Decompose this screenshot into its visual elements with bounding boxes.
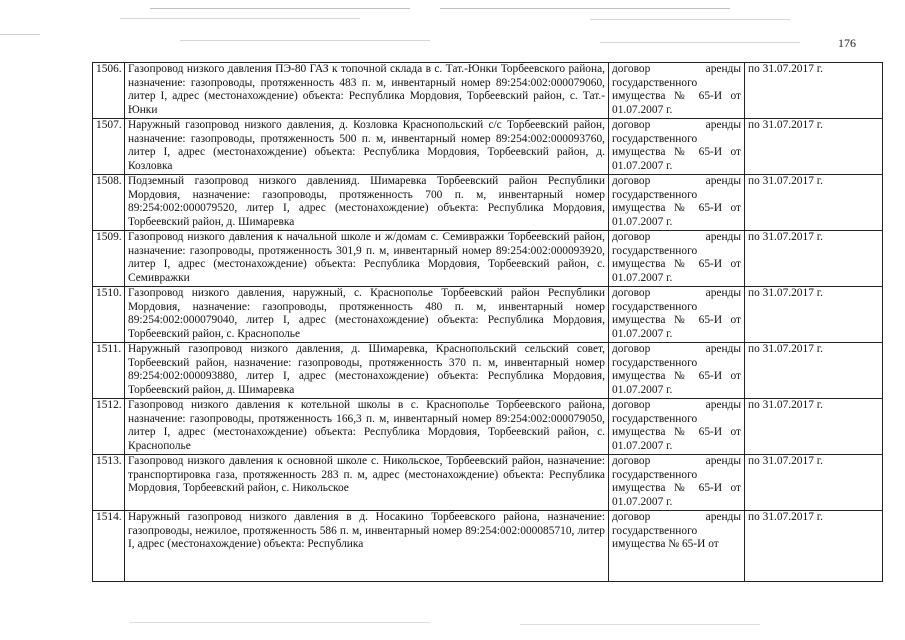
object-description: Газопровод низкого давления к начальной школе и ж/домам с. Семивражки Торбеевский район, назначение: газопроводы, протяженность 301,9 п. м, инвентарный номер 89:254:002:000093920, литер I, адрес (местонахождение) объекта: Республика Мордовия, Торбеевский район, с. Семивражки bbox=[125, 231, 609, 287]
lease-term: по 31.07.2017 г. bbox=[745, 231, 883, 287]
page-number: 176 bbox=[838, 36, 856, 50]
scan-artifact-line bbox=[150, 8, 410, 9]
row-number: 1506. bbox=[93, 63, 125, 119]
table-row bbox=[93, 119, 883, 175]
row-number: 1513. bbox=[93, 455, 125, 511]
lease-basis: договор аренды государственного имущества № 65-И от 01.07.2007 г. bbox=[609, 455, 745, 511]
lease-basis: договор аренды государственного имущества № 65-И от 01.07.2007 г. bbox=[609, 175, 745, 231]
table-row bbox=[93, 343, 883, 399]
property-register-table bbox=[92, 62, 883, 582]
row-number: 1511. bbox=[93, 343, 125, 399]
lease-basis: договор аренды государственного имущества № 65-И от 01.07.2007 г. bbox=[609, 231, 745, 287]
scan-artifact-line bbox=[180, 40, 430, 41]
object-description: Наружный газопровод низкого давления, д. Козловка Краснопольский с/с Торбеевский район, назначение: газопроводы, протяженность 500 п. м, инвентарный номер 89:254:002:000093760, литер I, адрес (местонахождение) объекта: Республика Мордовия, Торбеевский район, д. Козловка bbox=[125, 119, 609, 175]
scan-artifact-line bbox=[440, 8, 730, 9]
table-row bbox=[93, 287, 883, 343]
table-row bbox=[93, 63, 883, 119]
lease-basis: договор аренды государственного имущества № 65-И от bbox=[609, 511, 745, 582]
lease-term: по 31.07.2017 г. bbox=[745, 175, 883, 231]
object-description: Газопровод низкого давления к основной школе с. Никольское, Торбеевский район, назначение: транспортировка газа, протяженность 283 п. м, адрес (местонахождение) объекта: Республика Мордовия, Торбеевский район, с. Никольское bbox=[125, 455, 609, 511]
table-row bbox=[93, 399, 883, 455]
object-description: Газопровод низкого давления ПЭ-80 ГАЗ к топочной склада в с. Тат.-Юнки Торбеевского района, назначение: газопроводы, протяженность 483 п. м, инвентарный номер 89:254:002:000079060, литер I, адрес (местонахождение) объекта: Республика Мордовия, Торбеевский район, с. Тат.-Юнки bbox=[125, 63, 609, 119]
table-row bbox=[93, 231, 883, 287]
lease-term: по 31.07.2017 г. bbox=[745, 63, 883, 119]
lease-basis: договор аренды государственного имущества № 65-И от 01.07.2007 г. bbox=[609, 399, 745, 455]
lease-term: по 31.07.2017 г. bbox=[745, 287, 883, 343]
scan-artifact-line bbox=[120, 18, 360, 19]
lease-basis: договор аренды государственного имущества № 65-И от 01.07.2007 г. bbox=[609, 119, 745, 175]
scan-artifact-line bbox=[0, 34, 40, 35]
scan-artifact-line bbox=[130, 622, 430, 623]
object-description: Газопровод низкого давления, наружный, с. Краснополье Торбеевский район Республики Мордовия, назначение: газопроводы, протяженность 480 п. м, инвентарный номер 89:254:002:000079040, литер I, адрес (местонахождение) объекта: Республика Мордовия, Торбеевский район, с. Краснополье bbox=[125, 287, 609, 343]
row-number: 1508. bbox=[93, 175, 125, 231]
row-number: 1514. bbox=[93, 511, 125, 582]
row-number: 1509. bbox=[93, 231, 125, 287]
scan-artifact-line bbox=[600, 42, 800, 43]
lease-basis: договор аренды государственного имущества № 65-И от 01.07.2007 г. bbox=[609, 63, 745, 119]
row-number: 1507. bbox=[93, 119, 125, 175]
object-description: Газопровод низкого давления к котельной школы в с. Краснополье Торбеевского района, назначение: газопроводы, протяженность 166,3 п. м, инвентарный номер 89:254:002:000079050, литер I, адрес (местонахождение) объекта: Республика Мордовия, Торбеевский район, с. Краснополье bbox=[125, 399, 609, 455]
scan-artifact-line bbox=[520, 624, 760, 625]
page-cut-edge bbox=[0, 611, 905, 640]
object-description: Наружный газопровод низкого давления в д. Носакино Торбеевского района, назначение: газопроводы, нежилое, протяженность 586 п. м, инвентарный номер 89:254:002:000085710, литер I, адрес (местонахождение) объекта: Республика bbox=[125, 511, 609, 582]
object-description: Подземный газопровод низкого давленияд. Шимаревка Торбеевский район Республики Мордовия, назначение: газопроводы, протяженность 700 п. м, инвентарный номер 89:254:002:000079520, литер I, адрес (местонахождение) объекта: Республика Мордовия, Торбеевский район, д. Шимаревка bbox=[125, 175, 609, 231]
object-description: Наружный газопровод низкого давления, д. Шимаревка, Краснопольский сельский совет, Торбеевский район, назначение: газопроводы, протяженность 370 п. м, инвентарный номер 89:254:002:000093880, литер I, адрес (местонахождение) объекта: Республика Мордовия, Торбеевский район, д. Шимаревка bbox=[125, 343, 609, 399]
table-row bbox=[93, 455, 883, 511]
lease-basis: договор аренды государственного имущества № 65-И от 01.07.2007 г. bbox=[609, 287, 745, 343]
scan-artifact-line bbox=[590, 19, 790, 20]
lease-term: по 31.07.2017 г. bbox=[745, 511, 883, 582]
lease-term: по 31.07.2017 г. bbox=[745, 119, 883, 175]
lease-term: по 31.07.2017 г. bbox=[745, 343, 883, 399]
row-number: 1512. bbox=[93, 399, 125, 455]
table-row bbox=[93, 175, 883, 231]
row-number: 1510. bbox=[93, 287, 125, 343]
table-row bbox=[93, 511, 883, 582]
lease-basis: договор аренды государственного имущества № 65-И от 01.07.2007 г. bbox=[609, 343, 745, 399]
lease-term: по 31.07.2017 г. bbox=[745, 455, 883, 511]
lease-term: по 31.07.2017 г. bbox=[745, 399, 883, 455]
